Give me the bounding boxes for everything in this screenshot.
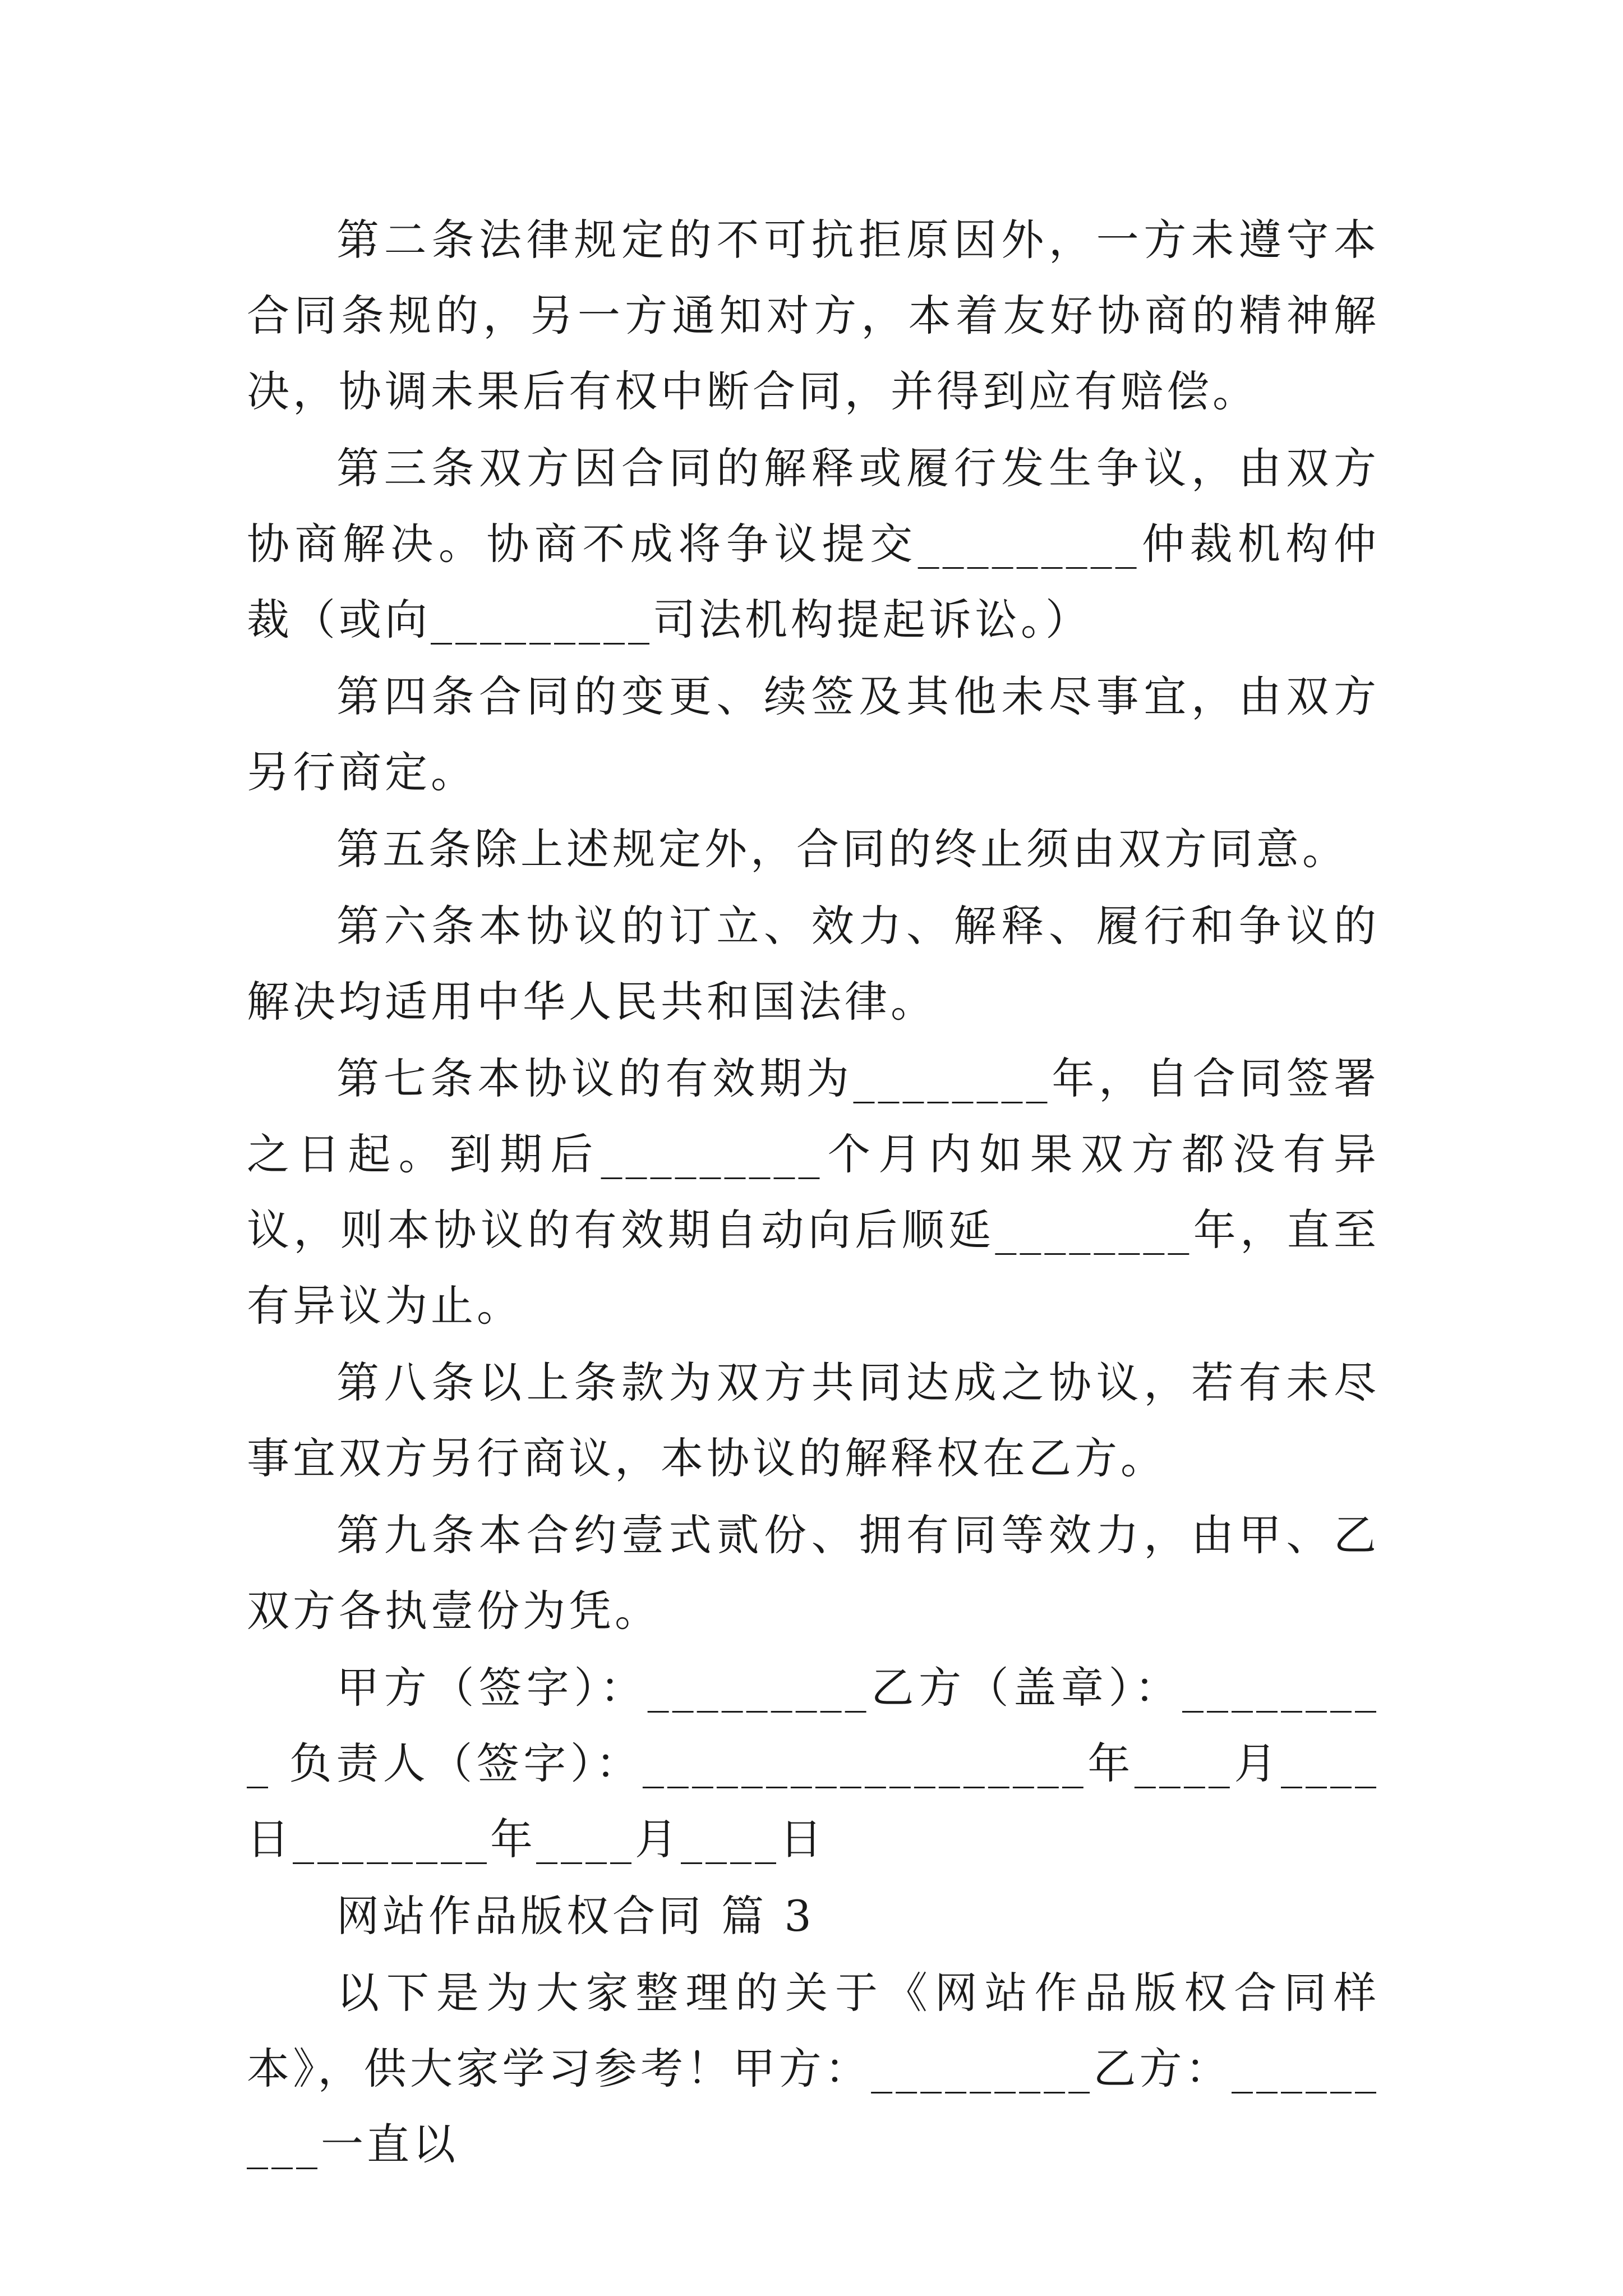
signature-block: 甲方（签字）：_________乙方（盖章）：_________ 负责人（签字）：__________________年____月____日________年____月____日	[247, 1663, 1380, 1864]
section-heading: 网站作品版权合同 篇 3	[336, 1891, 815, 1941]
article-4-paragraph: 第四条合同的变更、续签及其他未尽事宜，由双方另行商定。	[247, 671, 1380, 797]
article-5-paragraph: 第五条除上述规定外，合同的终止须由双方同意。	[336, 824, 1348, 874]
article-8-paragraph: 第八条以上条款为双方共同达成之协议，若有未尽事宜双方另行商议，本协议的解释权在乙方。	[247, 1358, 1380, 1483]
intro-paragraph: 以下是为大家整理的关于《网站作品版权合同样本》，供大家学习参考！甲方：_________乙方：_________一直以	[247, 1968, 1380, 2169]
article-2-paragraph: 第二条法律规定的不可抗拒原因外，一方未遵守本合同条规的，另一方通知对方，本着友好协商的精神解决，协调未果后有权中断合同，并得到应有赔偿。	[247, 215, 1380, 416]
article-3-paragraph: 第三条双方因合同的解释或履行发生争议，由双方协商解决。协商不成将争议提交_________仲裁机构仲裁（或向_________司法机构提起诉讼。）	[247, 443, 1380, 645]
article-6-paragraph: 第六条本协议的订立、效力、解释、履行和争议的解决均适用中华人民共和国法律。	[247, 901, 1380, 1027]
article-7-paragraph: 第七条本协议的有效期为________年，自合同签署之日起。到期后_________个月内如果双方都没有异议，则本协议的有效期自动向后顺延________年，直至有异议为止。	[247, 1053, 1380, 1331]
article-9-paragraph: 第九条本合约壹式贰份、拥有同等效力，由甲、乙双方各执壹份为凭。	[247, 1510, 1380, 1636]
document-page	[247, 202, 1380, 2182]
